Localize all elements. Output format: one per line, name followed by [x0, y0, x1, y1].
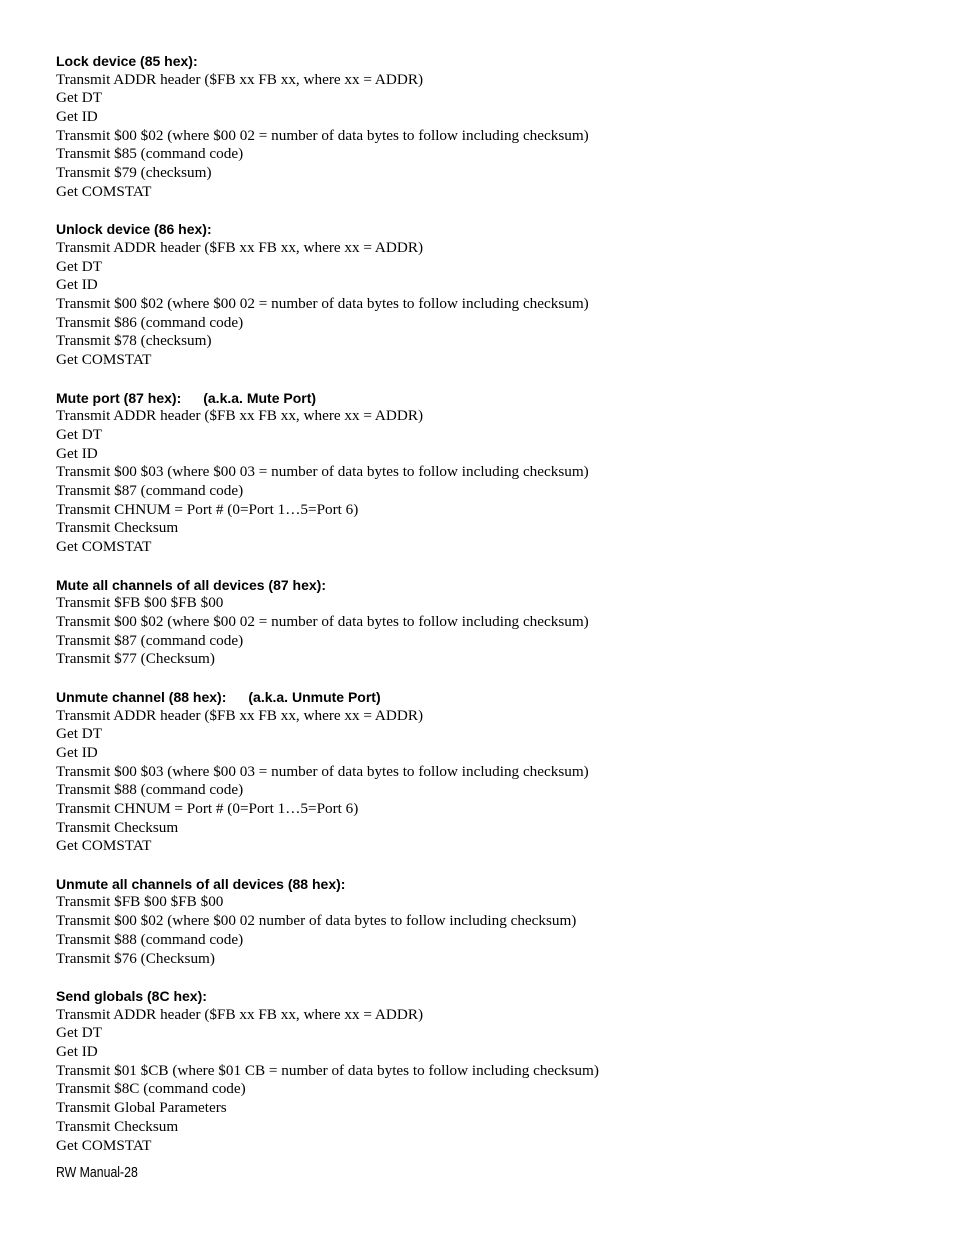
section-heading [56, 987, 916, 1006]
protocol-step-line: Transmit $88 (command code) [56, 781, 244, 799]
protocol-step-line: Get DT [56, 425, 102, 443]
protocol-step-line: Get COMSTAT [56, 1136, 152, 1154]
protocol-step-line: Transmit $86 (command code) [56, 313, 244, 331]
command-section [56, 576, 916, 669]
section-heading [56, 220, 916, 239]
protocol-step-line: Transmit Checksum [56, 519, 179, 537]
command-sections [56, 52, 916, 1155]
protocol-step-line: Get COMSTAT [56, 837, 152, 855]
page-footer: RW Manual-28 [56, 1164, 138, 1181]
command-section [56, 52, 916, 202]
command-section [56, 875, 916, 968]
manual-page-content [56, 52, 916, 1174]
protocol-step-line: Transmit ADDR header ($FB xx FB xx, where xx = ADDR) [56, 70, 424, 88]
command-section [56, 220, 916, 370]
command-section [56, 389, 916, 557]
protocol-step-line: Transmit $FB $00 $FB $00 [56, 594, 224, 612]
protocol-step-line: Get DT [56, 89, 102, 107]
protocol-step-line: Transmit $FB $00 $FB $00 [56, 893, 224, 911]
protocol-step-line: Transmit $00 $03 (where $00 03 = number of data bytes to follow including checksum) [56, 762, 589, 780]
section-heading-title: Mute all channels of all devices (87 hex): [56, 576, 326, 593]
protocol-step-line: Transmit $00 $02 (where $00 02 number of data bytes to follow including checksum) [56, 912, 577, 930]
protocol-step-line: Transmit $77 (Checksum) [56, 650, 215, 668]
section-heading-title: Send globals (8C hex): [56, 988, 207, 1005]
protocol-step-line: Get ID [56, 444, 98, 462]
command-section [56, 688, 916, 856]
protocol-step-line: Transmit $76 (Checksum) [56, 949, 215, 967]
protocol-step-line: Get ID [56, 743, 98, 761]
protocol-step-line: Transmit ADDR header ($FB xx FB xx, where xx = ADDR) [56, 238, 424, 256]
section-heading-title: Unmute channel (88 hex): [56, 688, 227, 705]
protocol-step-line: Transmit $87 (command code) [56, 631, 244, 649]
protocol-step-line: Transmit Checksum [56, 1117, 179, 1135]
protocol-step-line: Get COMSTAT [56, 182, 152, 200]
section-heading-aka: (a.k.a. Mute Port) [203, 389, 317, 406]
command-section [56, 987, 916, 1155]
protocol-step-line: Get ID [56, 108, 98, 126]
protocol-step-line: Get ID [56, 276, 98, 294]
protocol-step-line: Transmit $00 $02 (where $00 02 = number of data bytes to follow including checksum) [56, 612, 589, 630]
protocol-step-line: Get ID [56, 1043, 98, 1061]
protocol-step-line: Get COMSTAT [56, 538, 152, 556]
protocol-step-line: Transmit $85 (command code) [56, 145, 244, 163]
protocol-step-line: Transmit $00 $02 (where $00 02 = number of data bytes to follow including checksum) [56, 295, 589, 313]
protocol-step-line: Transmit Global Parameters [56, 1099, 227, 1117]
section-heading [56, 576, 916, 595]
protocol-step-line: Transmit $01 $CB (where $01 CB = number of data bytes to follow including checksum) [56, 1061, 599, 1079]
protocol-step-line: Transmit Checksum [56, 818, 179, 836]
protocol-step-line: Get DT [56, 1024, 102, 1042]
section-heading-title: Unlock device (86 hex): [56, 221, 212, 238]
section-heading [56, 688, 916, 707]
protocol-step-line: Transmit $78 (checksum) [56, 332, 212, 350]
section-heading-title: Lock device (85 hex): [56, 53, 198, 69]
protocol-step-line: Transmit $00 $03 (where $00 03 = number of data bytes to follow including checksum) [56, 463, 589, 481]
protocol-step-line: Get DT [56, 725, 102, 743]
protocol-step-line: Get DT [56, 257, 102, 275]
section-heading [56, 52, 916, 71]
protocol-step-line: Transmit $87 (command code) [56, 482, 244, 500]
section-heading-aka: (a.k.a. Unmute Port) [248, 688, 381, 705]
protocol-step-line: Transmit $88 (command code) [56, 930, 244, 948]
protocol-step-line: Transmit ADDR header ($FB xx FB xx, where xx = ADDR) [56, 706, 424, 724]
section-heading-title: Mute port (87 hex): [56, 389, 182, 406]
protocol-step-line: Transmit $8C (command code) [56, 1080, 246, 1098]
protocol-step-line: Get COMSTAT [56, 351, 152, 369]
protocol-step-line: Transmit $00 $02 (where $00 02 = number of data bytes to follow including checksum) [56, 126, 589, 144]
protocol-step-line: Transmit ADDR header ($FB xx FB xx, where xx = ADDR) [56, 407, 424, 425]
protocol-step-line: Transmit CHNUM = Port # (0=Port 1…5=Port 6) [56, 799, 359, 817]
section-heading-title: Unmute all channels of all devices (88 hex): [56, 875, 346, 892]
section-heading [56, 875, 916, 894]
protocol-step-line: Transmit CHNUM = Port # (0=Port 1…5=Port 6) [56, 500, 359, 518]
section-heading [56, 389, 916, 408]
protocol-step-line: Transmit $79 (checksum) [56, 164, 212, 182]
protocol-step-line: Transmit ADDR header ($FB xx FB xx, where xx = ADDR) [56, 1005, 424, 1023]
